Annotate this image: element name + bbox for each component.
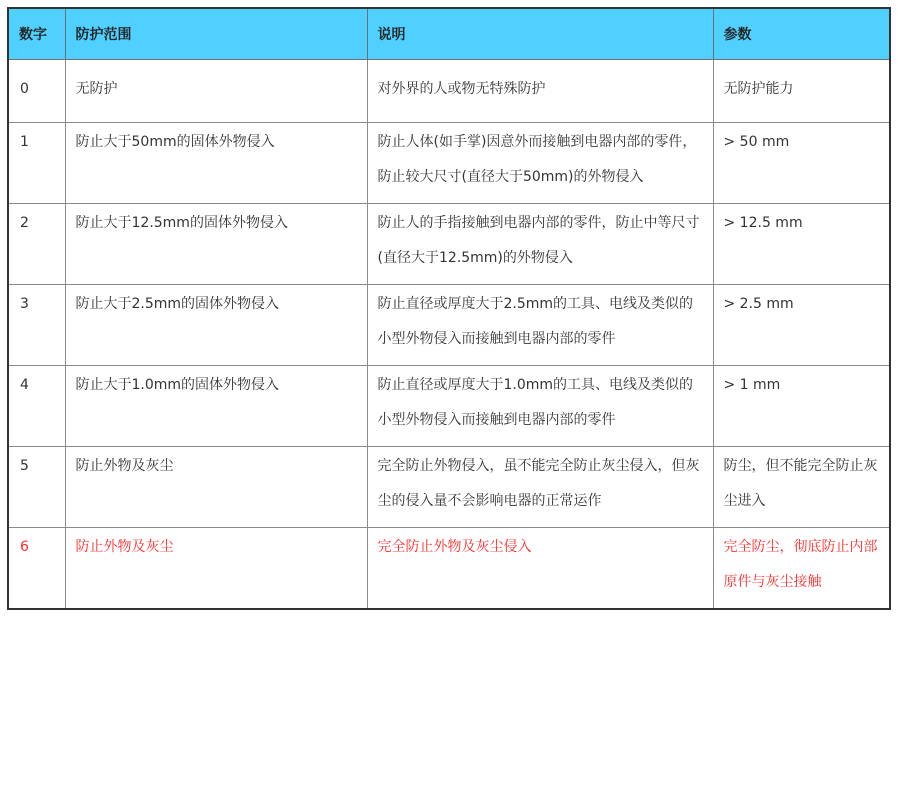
cell-description: 防止人的手指接触到电器内部的零件，防止中等尺寸(直径大于12.5mm)的外物侵入	[367, 204, 713, 285]
cell-number: 0	[8, 60, 65, 123]
header-scope: 防护范围	[65, 8, 367, 60]
cell-parameter: 防尘，但不能完全防止灰尘进入	[713, 447, 890, 528]
cell-scope: 防止外物及灰尘	[65, 447, 367, 528]
table-row	[8, 204, 890, 285]
cell-parameter: > 50 mm	[713, 123, 890, 204]
table-row	[8, 60, 890, 123]
table-row-highlighted	[8, 528, 890, 610]
cell-number: 4	[8, 366, 65, 447]
cell-description: 防止直径或厚度大于2.5mm的工具、电线及类似的小型外物侵入而接触到电器内部的零件	[367, 285, 713, 366]
table-header-row	[8, 8, 890, 60]
cell-parameter: 完全防尘，彻底防止内部原件与灰尘接触	[713, 528, 890, 610]
table-row	[8, 285, 890, 366]
cell-description: 对外界的人或物无特殊防护	[367, 60, 713, 123]
cell-description: 完全防止外物侵入，虽不能完全防止灰尘侵入，但灰尘的侵入量不会影响电器的正常运作	[367, 447, 713, 528]
cell-parameter: > 2.5 mm	[713, 285, 890, 366]
ip-rating-table-container	[7, 7, 889, 610]
cell-scope: 防止外物及灰尘	[65, 528, 367, 610]
header-number: 数字	[8, 8, 65, 60]
cell-scope: 防止大于12.5mm的固体外物侵入	[65, 204, 367, 285]
table-row	[8, 123, 890, 204]
cell-number: 2	[8, 204, 65, 285]
cell-scope: 防止大于1.0mm的固体外物侵入	[65, 366, 367, 447]
cell-description: 完全防止外物及灰尘侵入	[367, 528, 713, 610]
cell-scope: 防止大于50mm的固体外物侵入	[65, 123, 367, 204]
cell-number: 1	[8, 123, 65, 204]
table-row	[8, 366, 890, 447]
cell-parameter: > 1 mm	[713, 366, 890, 447]
cell-description: 防止人体(如手掌)因意外而接触到电器内部的零件，防止较大尺寸(直径大于50mm)的外物侵入	[367, 123, 713, 204]
cell-parameter: > 12.5 mm	[713, 204, 890, 285]
cell-number: 5	[8, 447, 65, 528]
cell-scope: 防止大于2.5mm的固体外物侵入	[65, 285, 367, 366]
cell-number: 6	[8, 528, 65, 610]
cell-number: 3	[8, 285, 65, 366]
header-parameter: 参数	[713, 8, 890, 60]
header-description: 说明	[367, 8, 713, 60]
cell-parameter: 无防护能力	[713, 60, 890, 123]
cell-description: 防止直径或厚度大于1.0mm的工具、电线及类似的小型外物侵入而接触到电器内部的零件	[367, 366, 713, 447]
table-row	[8, 447, 890, 528]
ip-rating-table	[7, 7, 891, 610]
cell-scope: 无防护	[65, 60, 367, 123]
